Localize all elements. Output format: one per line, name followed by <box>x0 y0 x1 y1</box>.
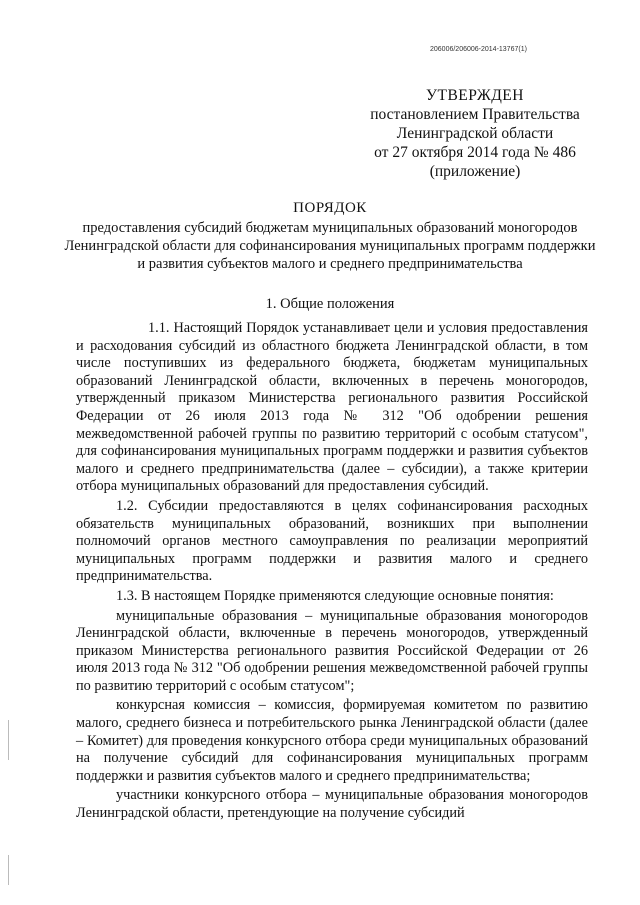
definition-municipal-entities: муниципальные образования – муниципальные образования моногородов Ленинградской области, включенные в перечень моногородов, утвержденный приказом Министерства регионального развития Российской Федерации от 26 июля 2013 года № 312 "Об одобрении решения межведомственной рабочей группы по развитию территорий с особым статусом"; <box>76 607 588 694</box>
definition-competition-commission: конкурсная комиссия – комиссия, формируемая комитетом по развитию малого, среднего бизнеса и потребительского рынка Ленинградской области (далее – Комитет) для проведения конкурсного отбора среди муниципальных образований на получение субсидий для софинансирования муниципальных программ поддержки и развития субъектов малого и среднего предпринимательства; <box>76 697 588 784</box>
title-subtitle: предоставления субсидий бюджетам муниципальных образований моногородов Ленинградской области для софинансирования муниципальных программ поддержки и развития субъектов малого и среднего предпринимательства <box>64 220 596 272</box>
document-title <box>60 199 600 273</box>
approval-line-4: (приложение) <box>429 163 521 180</box>
approval-heading: УТВЕРЖДЕН <box>426 87 524 104</box>
definition-participants: участники конкурсного отбора – муниципальные образования моногородов Ленинградской области, претендующие на получение субсидий <box>76 787 588 822</box>
approval-stamp <box>340 86 610 181</box>
document-body <box>76 320 588 825</box>
document-id: 206006/206006-2014-13767(1) <box>430 46 527 53</box>
approval-line-3: от 27 октября 2014 года № 486 <box>374 144 576 161</box>
paragraph-1-1: 1.1. Настоящий Порядок устанавливает цели и условия предоставления и расходования субсидий из областного бюджета Ленинградской области, в том числе поступивших из федерального бюджета, бюджетам муниципальных образований Ленинградской области, включенных в перечень моногородов, утвержденный приказом Министерства регионального развития Российской Федерации от 26 июля 2013 года № 312 "Об одобрении решения межведомственной рабочей группы по развитию территорий с особым статусом", для софинансирования муниципальных программ поддержки и развития субъектов малого и среднего предпринимательства (далее – субсидии), а также критерии отбора муниципальных образований для предоставления субсидий. <box>76 320 588 495</box>
approval-line-1: постановлением Правительства <box>370 106 580 123</box>
section-heading: 1. Общие положения <box>265 296 395 312</box>
scan-artifact <box>8 855 9 885</box>
paragraph-1-2: 1.2. Субсидии предоставляются в целях софинансирования расходных обязательств муниципальных образований, возникших при выполнении полномочий органов местного самоуправления по реализации мероприятий муниципальных программ поддержки и развития малого и среднего предпринимательства. <box>76 497 588 585</box>
scan-artifact <box>8 720 9 760</box>
paragraph-1-3: 1.3. В настоящем Порядке применяются следующие основные понятия: <box>116 587 554 604</box>
approval-line-2: Ленинградской области <box>396 125 554 142</box>
title-heading: ПОРЯДОК <box>293 200 367 216</box>
